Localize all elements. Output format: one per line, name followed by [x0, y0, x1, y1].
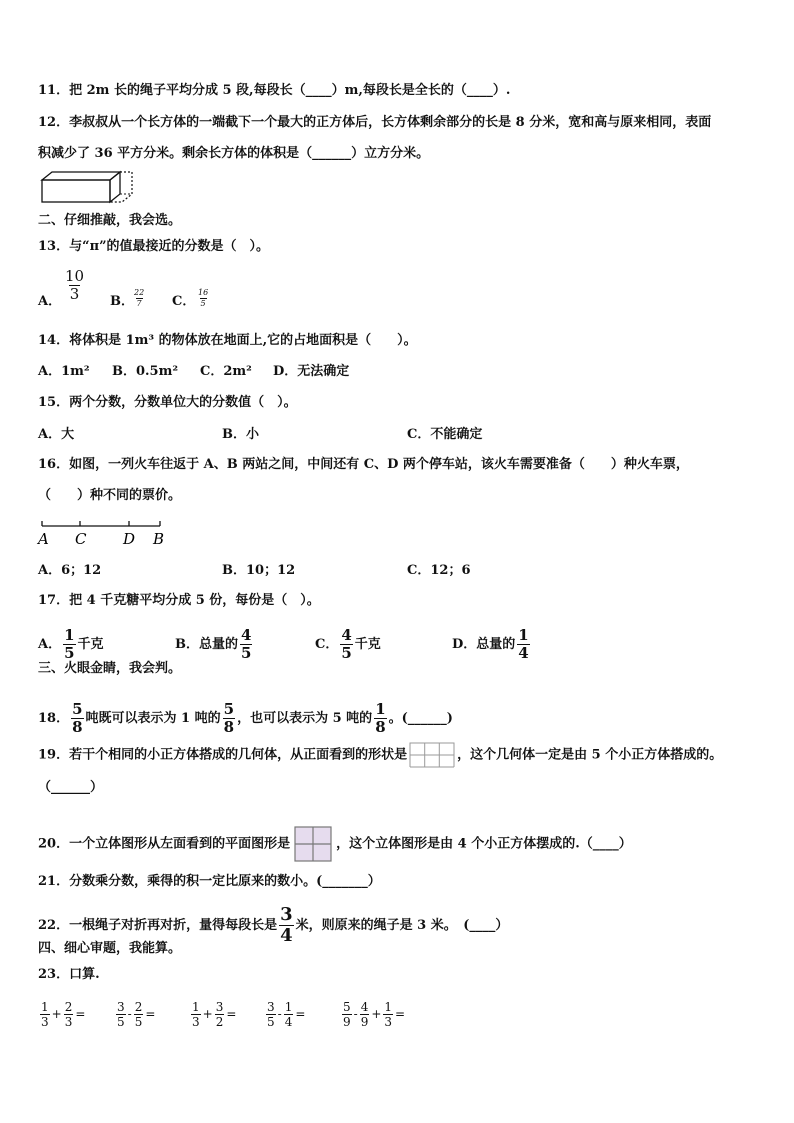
q23-4-op1: -	[277, 1007, 282, 1021]
q14-option-b: B．0.5m²	[112, 364, 179, 379]
question-23: 23．口算.	[38, 967, 100, 982]
q23-4-eq: =	[295, 1007, 306, 1021]
q17-d-numerator: 1	[518, 626, 529, 644]
q20-text-b: ，这个立体图形是由 4 个小正方体摆成的.（____）	[336, 836, 632, 852]
q17-c-numerator: 4	[341, 626, 352, 644]
q13-option-b-label: B．	[110, 294, 134, 309]
q20-text-a: 20．一个立体图形从左面看到的平面图形是	[38, 836, 291, 852]
q23-item-4	[264, 1001, 305, 1028]
question-11: 11．把 2m 长的绳子平均分成 5 段,每段长（____）m,每段长是全长的（____）.	[38, 83, 511, 98]
q23-2-n1: 3	[117, 1000, 125, 1014]
q23-1-fraction-1	[40, 1001, 50, 1028]
section-2-heading: 二、仔细推敲，我会选。	[38, 213, 182, 228]
q17-b-fraction	[240, 628, 252, 661]
q18-f1-denominator: 8	[72, 718, 83, 736]
q17-a-denominator: 5	[64, 644, 75, 662]
q15-option-c: C．不能确定	[407, 427, 483, 442]
q16-option-c: C．12；6	[407, 563, 471, 578]
q13-option-a-label: A．	[38, 294, 62, 309]
q18-fraction-2	[223, 702, 235, 735]
question-16-line-1: 16．如图，一列火车往返于 A、B 两站之间，中间还有 C、D 两个停车站，该火车需要准备（ ）种火车票，	[38, 457, 689, 472]
q17-option-c	[315, 628, 381, 661]
q18-f3-numerator: 1	[375, 700, 386, 718]
q15-option-b: B．小	[222, 427, 259, 442]
q17-c-unit: 千克	[354, 637, 381, 652]
q23-1-fraction-2	[64, 1001, 74, 1028]
q23-2-d2: 5	[134, 1015, 143, 1029]
q23-5-fraction-2	[360, 1001, 370, 1028]
q22-denominator: 4	[280, 925, 293, 946]
q17-b-label: B．总量的	[175, 637, 238, 652]
q23-3-n2: 3	[215, 1000, 224, 1014]
q17-option-b	[175, 628, 254, 661]
q23-2-d1: 5	[117, 1015, 125, 1029]
q23-2-fraction-2	[134, 1001, 144, 1028]
q23-5-op2: +	[371, 1007, 382, 1021]
q23-5-d3: 3	[384, 1015, 393, 1029]
question-19-answer: （______）	[38, 780, 104, 795]
q13-option-b-fraction	[133, 289, 145, 308]
station-c-label: C	[75, 530, 87, 548]
q17-option-a	[38, 628, 104, 661]
q17-c-denominator: 5	[341, 644, 352, 662]
q18-f1-numerator: 5	[72, 700, 83, 718]
q23-2-op1: -	[127, 1007, 132, 1021]
q23-4-fraction-2	[284, 1001, 294, 1028]
q13-option-c-label: C．	[172, 294, 196, 309]
q18-f2-numerator: 5	[223, 700, 235, 718]
q14-option-a: A．1m²	[38, 364, 90, 379]
question-18	[38, 702, 453, 735]
q13-b-denominator: 7	[136, 299, 142, 308]
section-4-heading: 四、细心审题，我能算。	[38, 941, 182, 956]
q13-option-c-fraction	[197, 289, 209, 308]
question-16-line-2: （ ）种不同的票价。	[38, 488, 182, 503]
q18-text-1: 吨既可以表示为 1 吨的	[85, 711, 221, 726]
q19-text-b: ，这个几何体一定是由 5 个小正方体搭成的。	[457, 747, 723, 763]
q23-5-d1: 9	[343, 1015, 351, 1029]
q23-4-d2: 4	[284, 1015, 293, 1029]
q17-d-fraction	[517, 628, 529, 661]
q23-1-n1: 1	[41, 1000, 49, 1014]
q23-item-5	[340, 1001, 405, 1028]
q23-5-op1: -	[353, 1007, 358, 1021]
question-13: 13．与“π”的值最接近的分数是（ ）。	[38, 239, 270, 254]
q23-5-n3: 1	[384, 1000, 393, 1014]
question-17: 17．把 4 千克糖平均分成 5 份，每份是（ ）。	[38, 593, 320, 608]
q23-1-n2: 2	[64, 1000, 73, 1014]
q17-a-label: A．	[38, 637, 62, 652]
q23-3-d2: 2	[215, 1015, 224, 1029]
q18-f3-denominator: 8	[375, 718, 386, 736]
q23-2-fraction-1	[116, 1001, 126, 1028]
q18-f2-denominator: 8	[223, 718, 235, 736]
q17-d-label: D．总量的	[452, 637, 516, 652]
question-12-line-2: 积减少了 36 平方分米。剩余长方体的体积是（______）立方分米。	[38, 146, 430, 161]
q23-2-eq: =	[145, 1007, 156, 1021]
q23-3-op1: +	[202, 1007, 213, 1021]
q13-b-numerator: 22	[134, 288, 145, 297]
q23-3-n1: 1	[192, 1000, 200, 1014]
q23-3-fraction-2	[215, 1001, 225, 1028]
station-d-label: D	[123, 530, 136, 548]
q23-item-3	[189, 1001, 236, 1028]
q23-2-n2: 2	[134, 1000, 143, 1014]
q16-option-b: B．10；12	[222, 563, 296, 578]
q15-option-a: A．大	[38, 427, 75, 442]
q17-c-label: C．	[315, 637, 339, 652]
q18-fraction-1	[71, 702, 83, 735]
q19-front-view-figure	[409, 742, 455, 768]
question-15: 15．两个分数，分数单位大的分数值（ ）。	[38, 395, 297, 410]
q22-text-b: 米，则原来的绳子是 3 米。 (____）	[295, 918, 509, 933]
q23-1-op1: +	[51, 1007, 62, 1021]
q23-item-2	[114, 1001, 155, 1028]
station-a-label: A	[38, 530, 49, 548]
q13-a-denominator: 3	[69, 285, 80, 303]
q18-fraction-3	[374, 702, 386, 735]
q20-left-view-figure	[294, 826, 332, 862]
q22-text-a: 22．一根绳子对折再对折，量得每段长是	[38, 918, 278, 933]
q22-fraction	[279, 906, 294, 945]
q23-3-d1: 3	[192, 1015, 200, 1029]
cuboid-figure	[40, 170, 140, 206]
q23-5-n2: 4	[360, 1000, 369, 1014]
q23-item-1	[38, 1001, 85, 1028]
q17-a-numerator: 1	[64, 626, 75, 644]
q22-numerator: 3	[280, 904, 293, 925]
question-14: 14．将体积是 1m³ 的物体放在地面上,它的占地面积是（ ）。	[38, 333, 417, 348]
q23-5-fraction-3	[383, 1001, 393, 1028]
section-3-heading: 三、火眼金睛，我会判。	[38, 661, 182, 676]
q23-5-d2: 9	[360, 1015, 369, 1029]
q17-b-denominator: 5	[241, 644, 252, 662]
q23-3-eq: =	[226, 1007, 237, 1021]
question-21: 21．分数乘分数，乘得的积一定比原来的数小。(_______）	[38, 874, 381, 889]
q13-c-numerator: 16	[198, 288, 209, 297]
q23-1-d2: 3	[64, 1015, 73, 1029]
q23-4-n1: 3	[267, 1000, 275, 1014]
q23-4-fraction-1	[266, 1001, 276, 1028]
q17-a-unit: 千克	[77, 637, 104, 652]
q23-5-fraction-1	[342, 1001, 352, 1028]
q13-c-denominator: 5	[200, 299, 206, 308]
question-20	[38, 826, 632, 862]
q13-a-numerator: 10	[65, 267, 85, 285]
q23-3-fraction-1	[191, 1001, 201, 1028]
q17-d-denominator: 4	[518, 644, 529, 662]
q13-option-a-fraction	[64, 269, 85, 302]
question-12-line-1: 12．李叔叔从一个长方体的一端截下一个最大的正方体后，长方体剩余部分的长是 8 分米，宽和高与原来相同，表面	[38, 115, 712, 130]
q17-b-numerator: 4	[241, 626, 252, 644]
q23-4-d1: 5	[267, 1015, 275, 1029]
q16-option-a: A．6；12	[38, 563, 102, 578]
station-b-label: B	[153, 530, 165, 548]
q14-option-c: C．2m²	[200, 364, 252, 379]
q18-text-2: ，也可以表示为 5 吨的	[237, 711, 373, 726]
q17-c-fraction	[340, 628, 352, 661]
q19-text-a: 19．若干个相同的小正方体搭成的几何体，从正面看到的形状是	[38, 747, 408, 763]
q23-5-n1: 5	[343, 1000, 351, 1014]
q17-a-fraction	[63, 628, 75, 661]
q23-1-d1: 3	[41, 1015, 49, 1029]
question-19	[38, 742, 722, 768]
q23-1-eq: =	[75, 1007, 86, 1021]
train-route-line	[34, 518, 174, 548]
q23-4-n2: 1	[284, 1000, 293, 1014]
q18-prefix: 18．	[38, 711, 70, 726]
q18-text-3: 。(______)	[388, 711, 453, 726]
q14-option-d: D．无法确定	[273, 364, 350, 379]
q23-5-eq: =	[395, 1007, 406, 1021]
q17-option-d	[452, 628, 532, 661]
